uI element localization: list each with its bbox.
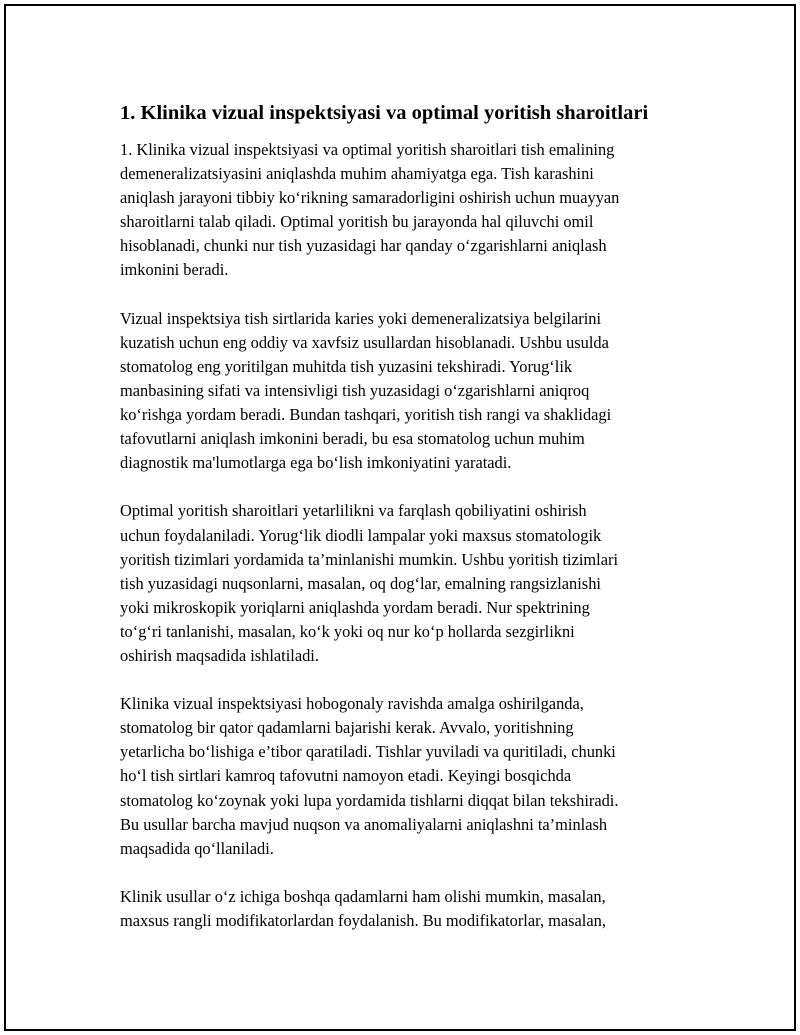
text-line: ho‘l tish sirtlari kamroq tafovutni namoyon etadi. Keyingi bosqichda [120, 766, 572, 786]
text-line: yoritish tizimlari yordamida ta’minlanishi mumkin. Ushbu yoritish tizimlari [120, 549, 619, 569]
text-line: stomatolog eng yoritilgan muhitda tish yuzasini tekshiradi. Yorug‘lik [120, 356, 573, 376]
paragraph-1 [120, 138, 700, 283]
text-line: stomatolog bir qator qadamlarni bajarishi kerak. Avvalo, yoritishning [120, 718, 574, 738]
text-line: tafovutlarni aniqlash imkonini beradi, bu esa stomatolog uchun muhim [120, 429, 585, 449]
text-line: hisoblanadi, chunki nur tish yuzasidagi har qanday o‘zgarishlarni aniqlash [120, 236, 607, 256]
text-line: Klinika vizual inspektsiyasi hobogonaly ravishda amalga oshirilganda, [120, 694, 584, 714]
text-line: aniqlash jarayoni tibbiy ko‘rikning samaradorligini oshirish uchun muayyan [120, 188, 620, 208]
text-line: yoki mikroskopik yoriqlarni aniqlashda yordam beradi. Nur spektrining [120, 597, 590, 617]
text-line: Optimal yoritish sharoitlari yetarlilikni va farqlash qobiliyatini oshirish [120, 501, 587, 521]
text-line: to‘g‘ri tanlanishi, masalan, ko‘k yoki oq nur ko‘p hollarda sezgirlikni [120, 621, 575, 641]
page-frame [4, 4, 796, 1031]
text-line: uchun foydalaniladi. Yorug‘lik diodli lampalar yoki maxsus stomatologik [120, 525, 602, 545]
text-line: demeneralizatsiyasini aniqlashda muhim ahamiyatga ega. Tish karashini [120, 164, 594, 184]
text-line: stomatolog ko‘zoynak yoki lupa yordamida tishlarni diqqat bilan tekshiradi. [120, 790, 619, 810]
section-heading: 1. Klinika vizual inspektsiyasi va optimal yoritish sharoitlari [120, 102, 649, 124]
text-line: diagnostik ma'lumotlarga ega bo‘lish imkoniyatini yaratadi. [120, 453, 512, 473]
text-line: 1. Klinika vizual inspektsiyasi va optimal yoritish sharoitlari tish emalining [120, 140, 615, 159]
text-line: oshirish maqsadida ishlatiladi. [120, 645, 319, 665]
text-line: Vizual inspektsiya tish sirtlarida karies yoki demeneralizatsiya belgilarini [120, 308, 602, 328]
text-line: kuzatish uchun eng oddiy va xavfsiz usullardan hisoblanadi. Ushbu usulda [120, 332, 609, 352]
text-line: tish yuzasidagi nuqsonlarni, masalan, oq dog‘lar, emalning rangsizlanishi [120, 573, 601, 593]
text-line: yetarlicha bo‘lishiga e’tibor qaratiladi. Tishlar yuviladi va quritiladi, chunki [120, 742, 616, 762]
text-line: maxsus rangli modifikatorlardan foydalanish. Bu modifikatorlar, masalan, [120, 911, 606, 930]
text-line: manbasining sifati va intensivligi tish yuzasidagi o‘zgarishlarni aniqroq [120, 380, 590, 400]
paragraph-5 [120, 885, 700, 933]
text-line: Bu usullar barcha mavjud nuqson va anomaliyalarni aniqlashni ta’minlash [120, 814, 608, 834]
text-line: ko‘rishga yordam beradi. Bundan tashqari, yoritish tish rangi va shaklidagi [120, 405, 612, 425]
text-line: sharoitlarni talab qiladi. Optimal yoritish bu jarayonda hal qiluvchi omil [120, 212, 594, 232]
text-line: Klinik usullar o‘z ichiga boshqa qadamlarni ham olishi mumkin, masalan, [120, 886, 606, 906]
paragraph-3 [120, 499, 700, 668]
paragraph-4 [120, 692, 700, 861]
text-line: maqsadida qo‘llaniladi. [120, 838, 274, 858]
document-body [120, 100, 700, 957]
paragraph-2 [120, 307, 700, 476]
text-line: imkonini beradi. [120, 260, 229, 280]
